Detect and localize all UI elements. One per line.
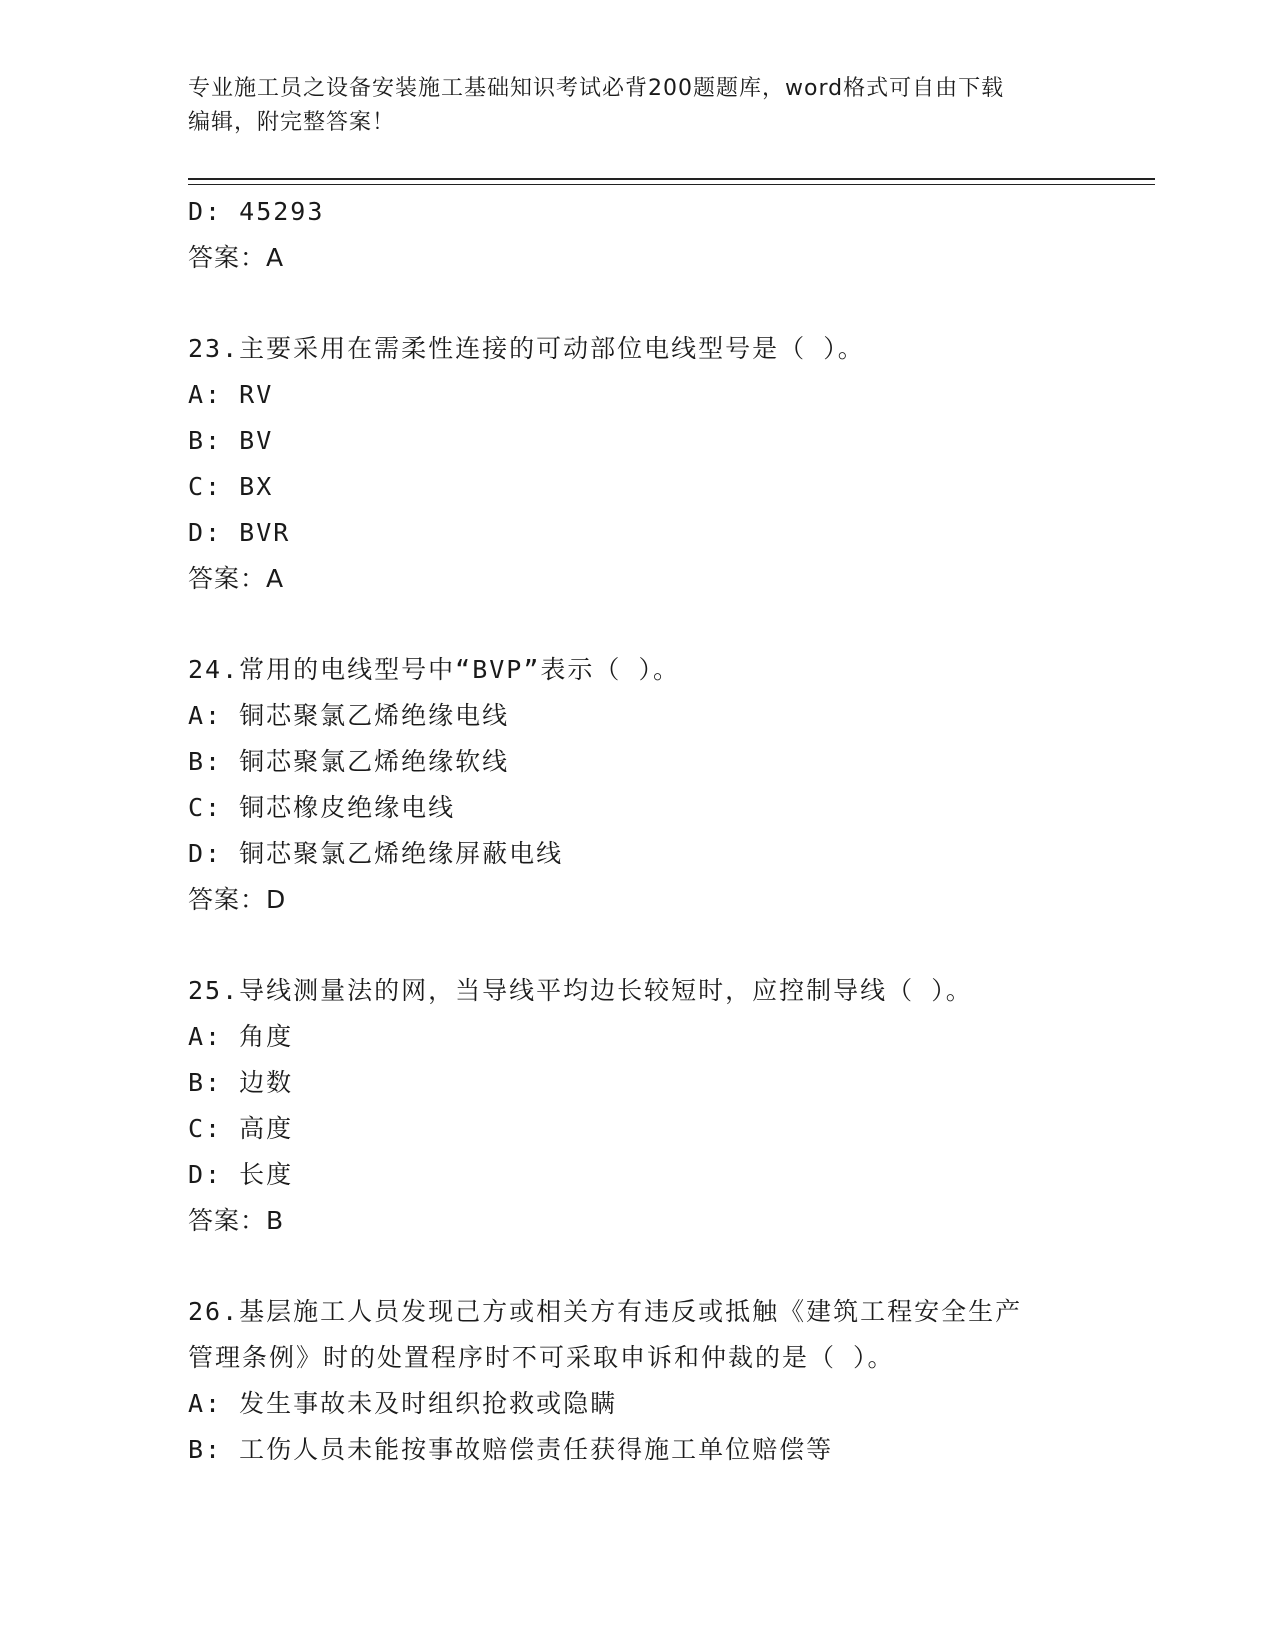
question-stem-line-1: 26.基层施工人员发现己方或相关方有违反或抵触《建筑工程安全生产 bbox=[188, 1297, 1023, 1326]
option-d: D: 长度 bbox=[188, 1160, 294, 1189]
question-24 bbox=[188, 647, 1148, 923]
answer: 答案：A bbox=[188, 564, 285, 593]
answer: 答案：B bbox=[188, 1206, 285, 1235]
question-stem: 25.导线测量法的网，当导线平均边长较短时，应控制导线（ ）。 bbox=[188, 976, 973, 1005]
option-a: A: 角度 bbox=[188, 1022, 294, 1051]
option-a: A: RV bbox=[188, 380, 274, 409]
question-25 bbox=[188, 968, 1148, 1244]
option-d: D: 铜芯聚氯乙烯绝缘屏蔽电线 bbox=[188, 839, 564, 868]
option-b: B: 边数 bbox=[188, 1068, 294, 1097]
question-stem: 24.常用的电线型号中“BVP”表示（ ）。 bbox=[188, 655, 680, 684]
question-stem-line-2: 管理条例》时的处置程序时不可采取申诉和仲裁的是（ ）。 bbox=[188, 1343, 895, 1372]
option-b: B: 铜芯聚氯乙烯绝缘软线 bbox=[188, 747, 510, 776]
option-a: A: 铜芯聚氯乙烯绝缘电线 bbox=[188, 701, 510, 730]
question-23 bbox=[188, 326, 1148, 602]
option-d: D: BVR bbox=[188, 518, 291, 547]
option-b: B: BV bbox=[188, 426, 274, 455]
header-rule-thin bbox=[188, 184, 1155, 185]
question-26 bbox=[188, 1289, 1148, 1473]
option-a: A: 发生事故未及时组织抢救或隐瞒 bbox=[188, 1389, 618, 1418]
question-stem: 23.主要采用在需柔性连接的可动部位电线型号是（ ）。 bbox=[188, 334, 865, 363]
document-body bbox=[188, 189, 1148, 1473]
document-header bbox=[188, 72, 1088, 140]
option-c: C: 铜芯橡皮绝缘电线 bbox=[188, 793, 456, 822]
option-d: D: 45293 bbox=[188, 197, 325, 226]
header-line-1: 专业施工员之设备安装施工基础知识考试必背200题题库，word格式可自由下载 bbox=[188, 76, 1005, 101]
header-rule-thick bbox=[188, 178, 1155, 180]
option-c: C: BX bbox=[188, 472, 274, 501]
answer: 答案：A bbox=[188, 243, 285, 272]
option-c: C: 高度 bbox=[188, 1114, 294, 1143]
option-b: B: 工伤人员未能按事故赔偿责任获得施工单位赔偿等 bbox=[188, 1435, 834, 1464]
answer: 答案：D bbox=[188, 885, 287, 914]
header-line-2: 编辑，附完整答案！ bbox=[188, 110, 396, 135]
